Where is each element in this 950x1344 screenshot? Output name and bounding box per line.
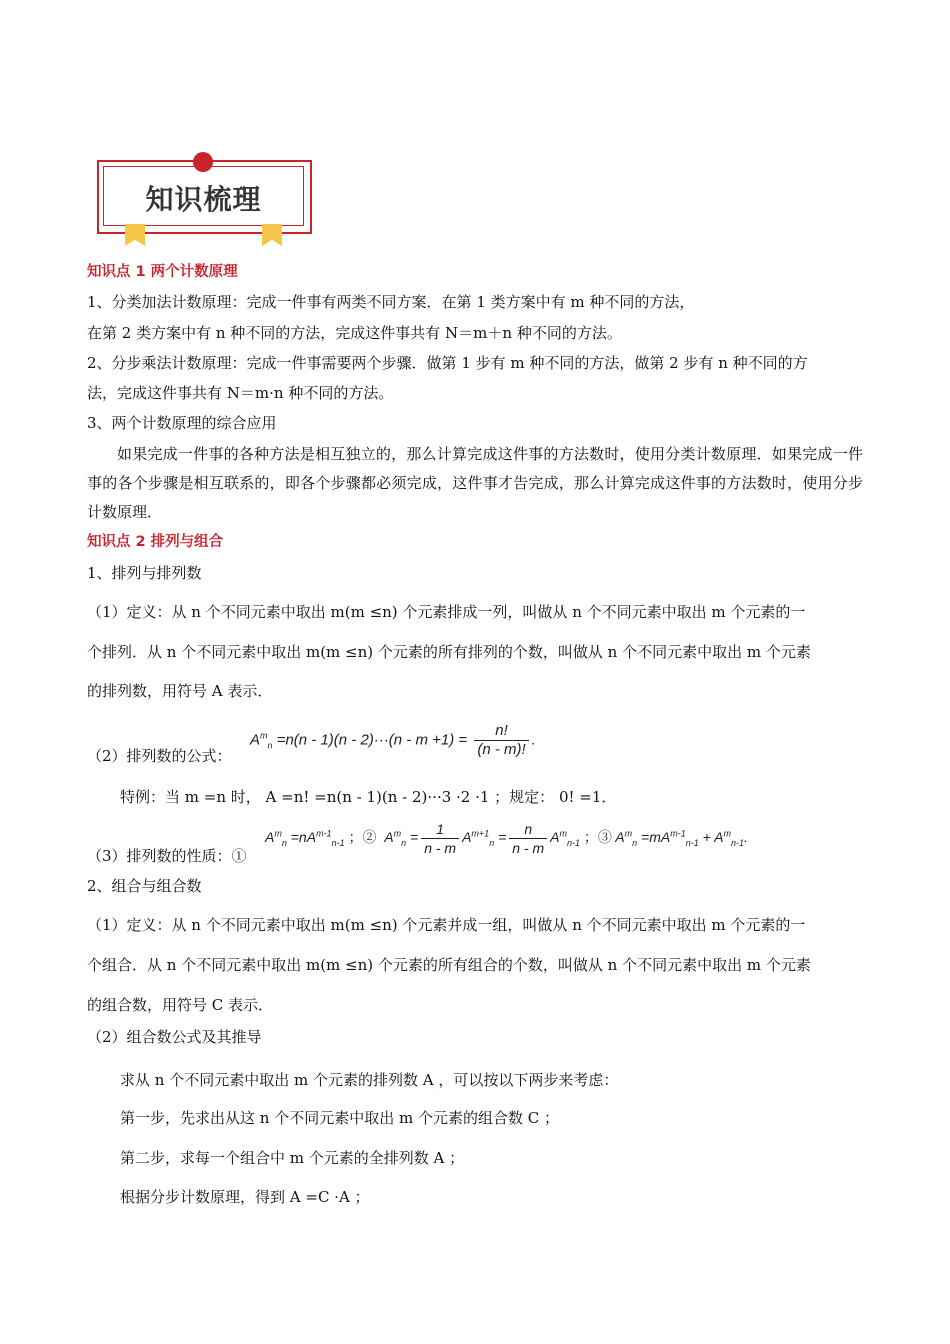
perm-special-case: 特例：当 m =n 时， A =n! =n(n - 1)(n - 2)···3 ·2 ·1 ；规定： 0! =1． xyxy=(120,788,617,806)
banner-title: 知识梳理 xyxy=(145,183,262,216)
paragraph-multiplication-1: 2、分步乘法计数原理：完成一件事需要两个步骤．做第 1 步有 m 种不同的方法，做第 2 步有 n 种不同的方 xyxy=(87,354,808,372)
derivation-step-one: 第一步，先求出从这 n 个不同元素中取出 m 个元素的组合数 C ； xyxy=(120,1109,559,1127)
perm-definition-2: 个排列．从 n 个不同元素中取出 m(m ≤n) 个元素的所有排列的个数，叫做从 n 个不同元素中取出 m 个元素 xyxy=(87,643,811,661)
subheading-permutation: 1、排列与排列数 xyxy=(87,564,202,582)
perm-definition-3: 的排列数，用符号 A 表示． xyxy=(87,682,273,700)
perm-formula-fraction: $\frac{n!}{(n - m)!}$ xyxy=(474,722,528,759)
heading-counting-principles: 知识点 1 两个计数原理 xyxy=(87,264,238,280)
heading-permutation-combination: 知识点 2 排列与组合 xyxy=(87,534,224,550)
derivation-result: 根据分步计数原理，得到 A =C ·A ； xyxy=(120,1188,370,1206)
comb-formula-heading: （2）组合数公式及其推导 xyxy=(87,1028,262,1046)
banner-dot xyxy=(193,152,213,172)
derivation-step-intro: 求从 n 个不同元素中取出 m 个元素的排列数 A ，可以按以下两步来考虑： xyxy=(120,1071,619,1089)
perm-properties-formulas: $A^m_n =nA^{m-1}_{n-1}$ ；② $A^m_n$ = $\frac{1}{n - m}$ $A^{m+1}_n$ = $\frac{n}{n - m}$ $A^m_{n-1}$ ；③ $A^m_n =mA^{m-1}_{n-1} + A^m_{n-1}$. xyxy=(265,821,748,856)
ribbon-left-icon xyxy=(125,224,145,246)
subheading-combination: 2、组合与组合数 xyxy=(87,877,202,895)
perm-properties-label: （3）排列数的性质：① xyxy=(87,847,247,865)
paragraph-combined-body: 如果完成一件事的各种方法是相互独立的，那么计算完成这件事的方法数时，使用分类计数原理．如果完成一件事的各个步骤是相互联系的，即各个步骤都必须完成，这件事才告完成，那么计算完成这件事的方法数时，使用分步计数原理． xyxy=(87,445,863,521)
perm-formula-label: （2）排列数的公式： xyxy=(87,747,232,765)
derivation-step-two: 第二步，求每一个组合中 m 个元素的全排列数 A ； xyxy=(120,1149,465,1167)
paragraph-multiplication-2: 法，完成这件事共有 N＝m·n 种不同的方法。 xyxy=(87,384,394,402)
perm-definition-1: （1）定义：从 n 个不同元素中取出 m(m ≤n) 个元素排成一列，叫做从 n 个不同元素中取出 m 个元素的一 xyxy=(87,603,806,621)
comb-definition-2: 个组合．从 n 个不同元素中取出 m(m ≤n) 个元素的所有组合的个数，叫做从 n 个不同元素中取出 m 个元素 xyxy=(87,956,811,974)
paragraph-addition-2: 在第 2 类方案中有 n 种不同的方法，完成这件事共有 N＝m＋n 种不同的方法。 xyxy=(87,324,622,342)
section-banner xyxy=(97,152,310,248)
paragraph-combined-title: 3、两个计数原理的综合应用 xyxy=(87,414,277,432)
ribbon-right-icon xyxy=(262,224,282,246)
comb-definition-3: 的组合数，用符号 C 表示． xyxy=(87,996,274,1014)
perm-formula: $A^m_n =n(n - 1)(n - 2)\cdot\cdot\cdot(n - m +1)$ = $\frac{n!}{(n - m)!}$ . xyxy=(250,722,536,758)
paragraph-addition-1: 1、分类加法计数原理：完成一件事有两类不同方案．在第 1 类方案中有 m 种不同的方法， xyxy=(87,293,695,311)
comb-definition-1: （1）定义：从 n 个不同元素中取出 m(m ≤n) 个元素并成一组，叫做从 n 个不同元素中取出 m 个元素的一 xyxy=(87,916,806,934)
